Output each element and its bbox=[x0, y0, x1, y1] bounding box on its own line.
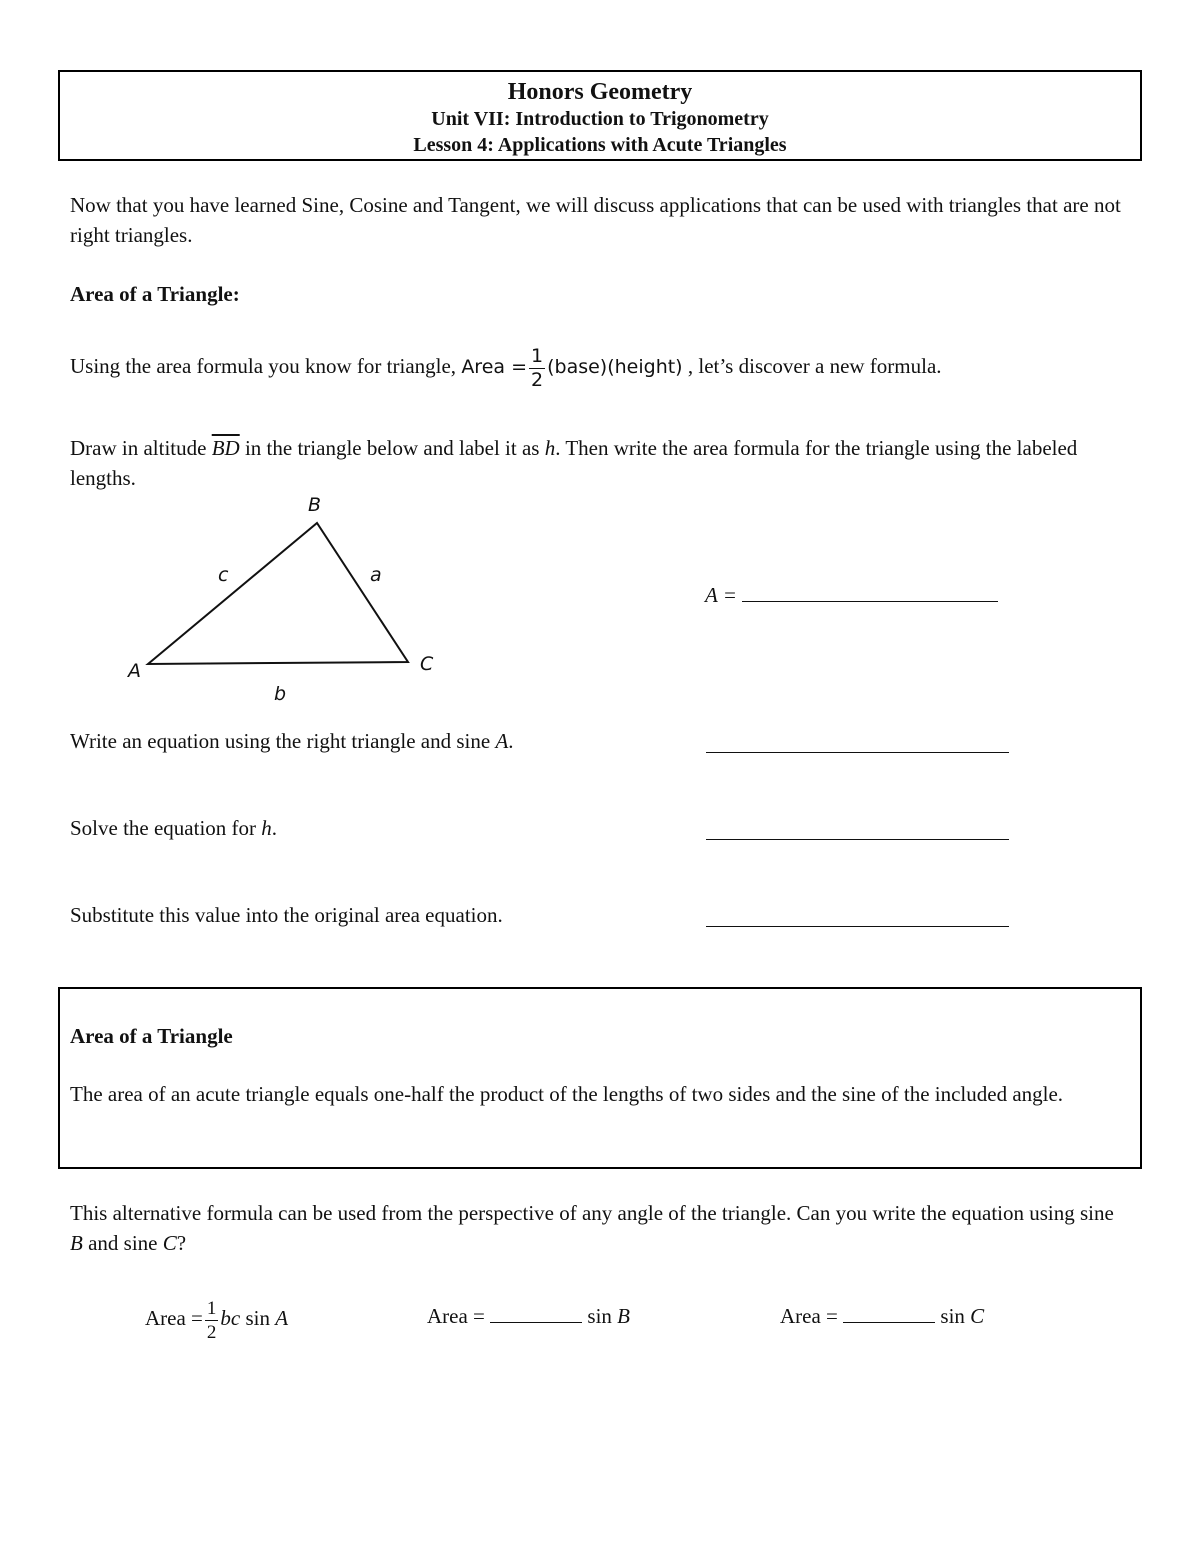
side-c-label: c bbox=[218, 564, 229, 586]
step-solve-h bbox=[70, 813, 277, 843]
formula-c bbox=[780, 1301, 984, 1331]
half-fraction bbox=[529, 344, 545, 391]
side-b-label: b bbox=[274, 683, 287, 705]
property-text: The area of an acute triangle equals one-half the product of the lengths of two sides and the sine of the included angle. bbox=[70, 1082, 1064, 1106]
alternative-paragraph bbox=[70, 1198, 1130, 1258]
lesson-title: Lesson 4: Applications with Acute Triangles bbox=[413, 134, 787, 156]
alternative-lead: This alternative formula can be used from the perspective of any angle of the triangle. Can you write the equation using sine bbox=[70, 1201, 1114, 1225]
formula-c-blank[interactable] bbox=[843, 1302, 935, 1323]
step-1-tail: . bbox=[508, 729, 514, 753]
alternative-mid: and sine bbox=[88, 1231, 158, 1255]
formula-c-sin: sin bbox=[940, 1304, 965, 1328]
area-property-box bbox=[58, 987, 1142, 1169]
formula-c-angle: C bbox=[970, 1304, 985, 1328]
formula-b-angle: B bbox=[617, 1304, 630, 1328]
vertex-b-label: B bbox=[308, 494, 322, 516]
formula-area-label: Area = bbox=[461, 356, 527, 378]
fraction-numerator: 1 bbox=[531, 344, 544, 367]
side-a-label: a bbox=[370, 564, 382, 586]
formula-a-label: Area = bbox=[145, 1306, 203, 1330]
variable-h: h bbox=[544, 436, 556, 460]
triangle-abc bbox=[148, 523, 408, 664]
area-answer-line bbox=[705, 580, 998, 610]
step-2-tail: . bbox=[271, 816, 278, 840]
area-heading: Area of a Triangle: bbox=[70, 282, 240, 306]
formula-a-den: 2 bbox=[206, 1321, 217, 1343]
draw-tail: . Then write the area formula for the triangle using the labeled lengths. bbox=[70, 436, 1078, 490]
property-heading: Area of a Triangle bbox=[70, 1024, 233, 1048]
course-title: Honors Geometry bbox=[507, 79, 693, 105]
alternative-tail: ? bbox=[176, 1231, 187, 1255]
formula-a-num: 1 bbox=[206, 1297, 217, 1319]
step-1-answer-blank[interactable] bbox=[706, 732, 1009, 753]
step-3-answer-blank[interactable] bbox=[706, 906, 1009, 927]
formula-a-sin: sin bbox=[245, 1306, 270, 1330]
formula-lead: Using the area formula you know for triangle, bbox=[70, 354, 457, 378]
formula-b-sin: sin bbox=[587, 1304, 612, 1328]
step-2-answer-blank[interactable] bbox=[706, 819, 1009, 840]
area-formula-line bbox=[70, 340, 1140, 393]
formula-a-angle: A bbox=[275, 1306, 289, 1330]
formula-a-vars: bc bbox=[220, 1306, 241, 1330]
alternative-var-c: C bbox=[162, 1231, 177, 1255]
vertex-c-label: C bbox=[420, 653, 434, 675]
vertex-a-label: A bbox=[128, 660, 141, 682]
step-3-text: Substitute this value into the original area equation. bbox=[70, 903, 503, 927]
segment-bd: $\overline{BD}$ bbox=[211, 436, 240, 460]
unit-title: Unit VII: Introduction to Trigonometry bbox=[431, 108, 769, 130]
fraction-denominator: 2 bbox=[531, 368, 544, 391]
intro-paragraph: Now that you have learned Sine, Cosine and Tangent, we will discuss applications that can be used with triangles that are not right triangles. bbox=[70, 193, 1121, 247]
formula-c-label: Area = bbox=[780, 1304, 838, 1328]
formula-base-height: (base)(height) bbox=[547, 356, 683, 378]
formula-b bbox=[427, 1301, 630, 1331]
formula-b-blank[interactable] bbox=[490, 1302, 582, 1323]
area-answer-blank[interactable] bbox=[742, 581, 998, 602]
formula-a-fraction bbox=[205, 1299, 219, 1342]
step-1-var: A bbox=[495, 729, 509, 753]
header-box bbox=[58, 70, 1142, 161]
draw-lead: Draw in altitude bbox=[70, 436, 207, 460]
draw-mid: in the triangle below and label it as bbox=[244, 436, 540, 460]
draw-altitude-instruction bbox=[70, 433, 1130, 493]
step-2-text: Solve the equation for bbox=[70, 816, 257, 840]
area-answer-label: A = bbox=[705, 583, 737, 607]
step-sine-equation bbox=[70, 726, 514, 756]
step-1-text: Write an equation using the right triangle and sine bbox=[70, 729, 491, 753]
formula-a bbox=[145, 1292, 288, 1344]
formula-b-label: Area = bbox=[427, 1304, 485, 1328]
alternative-var-b: B bbox=[70, 1231, 83, 1255]
triangle-diagram bbox=[120, 490, 460, 710]
step-2-var: h bbox=[261, 816, 272, 840]
step-substitute bbox=[70, 900, 503, 930]
formula-tail: , let’s discover a new formula. bbox=[687, 354, 942, 378]
